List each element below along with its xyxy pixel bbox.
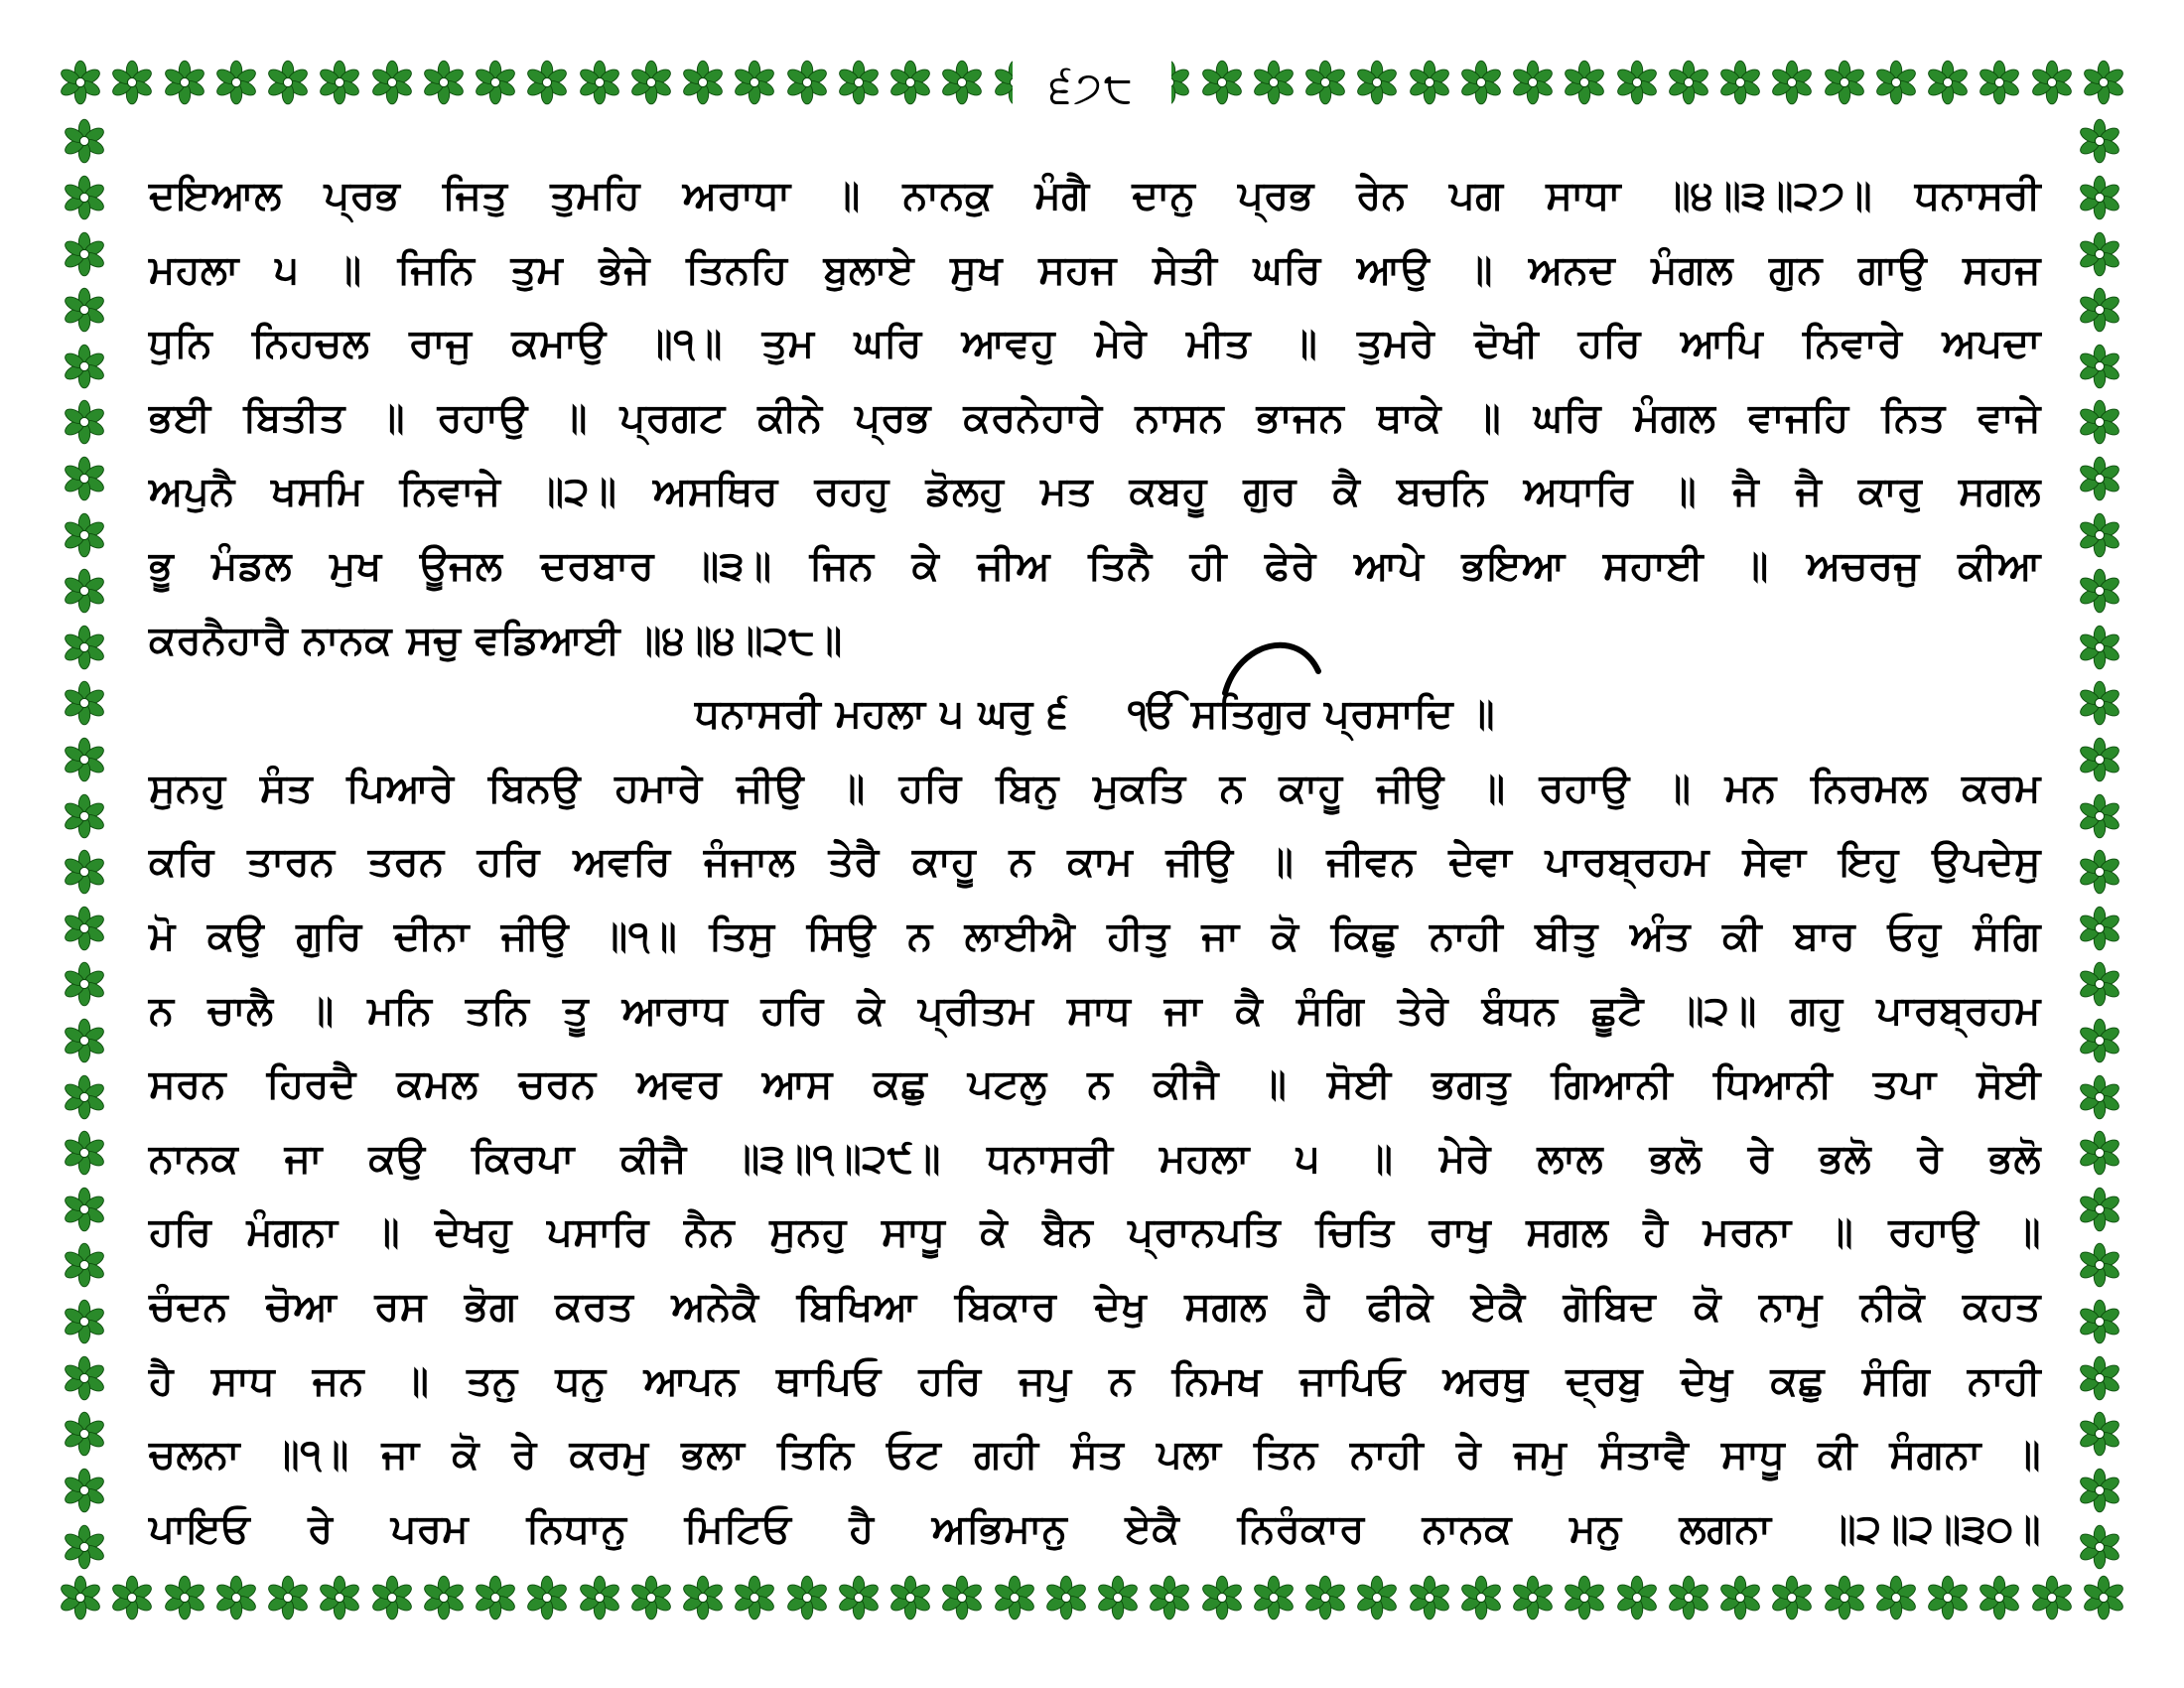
flower-ornament-icon [265,60,311,105]
flower-ornament-icon [62,118,107,164]
flower-ornament-icon [58,60,103,105]
flower-ornament-icon [2077,961,2122,1007]
flower-ornament-icon [577,60,622,105]
floral-border-left [58,113,111,1575]
flower-ornament-icon [1614,1575,1660,1620]
flower-ornament-icon [1302,60,1348,105]
flower-ornament-icon [784,60,830,105]
flower-ornament-icon [680,1575,726,1620]
flower-ornament-icon [62,793,107,839]
flower-ornament-icon [109,60,155,105]
flower-ornament-icon [524,60,570,105]
flower-ornament-icon [2077,399,2122,445]
flower-ornament-icon [2077,680,2122,726]
verse-line-19: ਪਾਇਓ ਰੇ ਪਰਮ ਨਿਧਾਨੁ ਮਿਟਿਓ ਹੈ ਅਭਿਮਾਨੁ ਏਕੈ ਨਿਰੰਕਾਰ ਨਾਨਕ ਮਨੁ ਲਗਨਾ ॥੨॥੨॥੩੦॥ [149,1505,2041,1552]
verse-line-18: ਚਲਨਾ ॥੧॥ ਜਾ ਕੋ ਰੇ ਕਰਮੁ ਭਲਾ ਤਿਨਿ ਓਟ ਗਹੀ ਸੰਤ ਪਲਾ ਤਿਨ ਨਾਹੀ ਰੇ ਜਮੁ ਸੰਤਾਵੈ ਸਾਧੂ ਕੀ ਸੰਗਨਾ ॥ [149,1432,2041,1478]
flower-ornament-icon [2077,1074,2122,1120]
flower-ornament-icon [162,1575,207,1620]
flower-ornament-icon [887,1575,933,1620]
flower-ornament-icon [577,1575,622,1620]
flower-ornament-icon [473,60,518,105]
flower-ornament-icon [1873,60,1919,105]
flower-ornament-icon [265,1575,311,1620]
flower-ornament-icon [836,1575,882,1620]
flower-ornament-icon [62,399,107,445]
floral-border-bottom [58,1575,2126,1628]
flower-ornament-icon [62,961,107,1007]
flower-ornament-icon [2077,175,2122,220]
flower-ornament-icon [2077,568,2122,614]
flower-ornament-icon [1510,60,1556,105]
flower-ornament-icon [2077,456,2122,501]
flower-ornament-icon [628,60,674,105]
flower-ornament-icon [62,231,107,277]
page-number-container [1013,56,1171,119]
flower-ornament-icon [1510,1575,1556,1620]
flower-ornament-icon [1199,60,1245,105]
flower-ornament-icon [2077,1355,2122,1401]
flower-ornament-icon [62,1468,107,1513]
verse-line-1: ਦਇਆਲ ਪ੍ਰਭ ਜਿਤੁ ਤੁਮਹਿ ਅਰਾਧਾ ॥ ਨਾਨਕੁ ਮੰਗੈ ਦਾਨੁ ਪ੍ਰਭ ਰੇਨ ਪਗ ਸਾਧਾ ॥੪॥੩॥੨੭॥ ਧਨਾਸਰੀ [149,173,2041,218]
flower-ornament-icon [2029,1575,2075,1620]
flower-ornament-icon [421,60,467,105]
flower-ornament-icon [2077,793,2122,839]
verse-line-10: ਕਰਿ ਤਾਰਨ ਤਰਨ ਹਰਿ ਅਵਰਿ ਜੰਜਾਲ ਤੇਰੈ ਕਾਹੂ ਨ ਕਾਮ ਜੀਉ ॥ ਜੀਵਨ ਦੇਵਾ ਪਾਰਬ੍ਰਹਮ ਸੇਵਾ ਇਹੁ ਉਪਦੇਸੁ [149,839,2041,886]
flower-ornament-icon [2077,512,2122,558]
verse-line-2: ਮਹਲਾ ੫ ॥ ਜਿਨਿ ਤੁਮ ਭੇਜੇ ਤਿਨਹਿ ਬੁਲਾਏ ਸੁਖ ਸਹਜ ਸੇਤੀ ਘਰਿ ਆਉ ॥ ਅਨਦ ਮੰਗਲ ਗੁਨ ਗਾਉ ਸਹਜ [149,246,2041,293]
flower-ornament-icon [1199,1575,1245,1620]
page-number: ੬੭੮ [1049,62,1135,113]
heading-raag: ਧਨਾਸਰੀ ਮਹਲਾ ੫ ਘਰੁ ੬ [695,691,1069,738]
flower-ornament-icon [58,1575,103,1620]
flower-ornament-icon [1302,1575,1348,1620]
flower-ornament-icon [1562,1575,1607,1620]
flower-ornament-icon [62,456,107,501]
flower-ornament-icon [62,906,107,951]
verse-line-15: ਹਰਿ ਮੰਗਨਾ ॥ ਦੇਖਹੁ ਪਸਾਰਿ ਨੈਨ ਸੁਨਹੁ ਸਾਧੂ ਕੇ ਬੈਨ ਪ੍ਰਾਨਪਤਿ ਚਿਤਿ ਰਾਖੁ ਸਗਲ ਹੈ ਮਰਨਾ ॥ ਰਹਾਉ ॥ [149,1209,2041,1256]
flower-ornament-icon [162,60,207,105]
flower-ornament-icon [2077,231,2122,277]
flower-ornament-icon [2077,906,2122,951]
flower-ornament-icon [732,1575,777,1620]
flower-ornament-icon [62,1074,107,1120]
flower-ornament-icon [62,344,107,389]
flower-ornament-icon [1769,60,1815,105]
flower-ornament-icon [836,60,882,105]
verse-line-12: ਨ ਚਾਲੈ ॥ ਮਨਿ ਤਨਿ ਤੂ ਆਰਾਧ ਹਰਿ ਕੇ ਪ੍ਰੀਤਮ ਸਾਧ ਜਾ ਕੈ ਸੰਗਿ ਤੇਰੇ ਬੰਧਨ ਛੂਟੈ ॥੨॥ ਗਹੁ ਪਾਰਬ੍ਰਹਮ [149,987,2041,1034]
flower-ornament-icon [524,1575,570,1620]
flower-ornament-icon [62,1242,107,1288]
flower-ornament-icon [62,849,107,895]
flower-ornament-icon [2081,1575,2126,1620]
flower-ornament-icon [317,60,362,105]
flower-ornament-icon [732,60,777,105]
flower-ornament-icon [1666,1575,1711,1620]
flower-ornament-icon [1043,1575,1089,1620]
flower-ornament-icon [1614,60,1660,105]
flower-ornament-icon [1769,1575,1815,1620]
flower-ornament-icon [1717,1575,1763,1620]
flower-ornament-icon [1977,1575,2022,1620]
flower-ornament-icon [992,1575,1037,1620]
verse-line-7: ਕਰਨੈਹਾਰੈ ਨਾਨਕ ਸਚੁ ਵਡਿਆਈ ॥੪॥੪॥੨੮॥ [149,617,843,663]
verse-line-5: ਅਪੁਨੈ ਖਸਮਿ ਨਿਵਾਜੇ ॥੨॥ ਅਸਥਿਰ ਰਹਹੁ ਡੋਲਹੁ ਮਤ ਕਬਹੂ ਗੁਰ ਕੈ ਬਚਨਿ ਅਧਾਰਿ ॥ ਜੈ ਜੈ ਕਾਰੁ ਸਗਲ [149,469,2041,515]
flower-ornament-icon [1251,1575,1297,1620]
flower-ornament-icon [62,737,107,782]
flower-ornament-icon [939,60,985,105]
verse-line-6: ਭੂ ਮੰਡਲ ਮੁਖ ਊਜਲ ਦਰਬਾਰ ॥੩॥ ਜਿਨ ਕੇ ਜੀਅ ਤਿਨੈ ਹੀ ਫੇਰੇ ਆਪੇ ਭਇਆ ਸਹਾਈ ॥ ਅਚਰਜੁ ਕੀਆ [149,542,2041,589]
flower-ornament-icon [1407,60,1452,105]
flower-ornament-icon [213,60,259,105]
verse-line-16: ਚੰਦਨ ਚੋਆ ਰਸ ਭੋਗ ਕਰਤ ਅਨੇਕੈ ਬਿਖਿਆ ਬਿਕਾਰ ਦੇਖੁ ਸਗਲ ਹੈ ਫੀਕੇ ਏਕੈ ਗੋਬਿਦ ਕੋ ਨਾਮੁ ਨੀਕੋ ਕਹਤ [149,1283,2041,1330]
verse-line-14: ਨਾਨਕ ਜਾ ਕਉ ਕਿਰਪਾ ਕੀਜੈ ॥੩॥੧॥੨੯॥ ਧਨਾਸਰੀ ਮਹਲਾ ੫ ॥ ਮੇਰੇ ਲਾਲ ਭਲੋ ਰੇ ਭਲੋ ਰੇ ਭਲੋ [149,1135,2041,1182]
flower-ornament-icon [1251,60,1297,105]
flower-ornament-icon [2077,1130,2122,1176]
flower-ornament-icon [1147,1575,1192,1620]
verse-line-13: ਸਰਨ ਹਿਰਦੈ ਕਮਲ ਚਰਨ ਅਵਰ ਆਸ ਕਛੁ ਪਟਲੁ ਨ ਕੀਜੈ ॥ ਸੋਈ ਭਗਤੁ ਗਿਆਨੀ ਧਿਆਨੀ ਤਪਾ ਸੋਈ [149,1061,2041,1108]
flower-ornament-icon [2077,849,2122,895]
flower-ornament-icon [2077,737,2122,782]
flower-ornament-icon [62,680,107,726]
flower-ornament-icon [62,512,107,558]
flower-ornament-icon [939,1575,985,1620]
flower-ornament-icon [2077,1299,2122,1344]
flower-ornament-icon [2077,1187,2122,1232]
floral-border-right [2073,113,2126,1575]
flower-ornament-icon [1925,1575,1971,1620]
flower-ornament-icon [680,60,726,105]
flower-ornament-icon [628,1575,674,1620]
flower-ornament-icon [213,1575,259,1620]
flower-ornament-icon [369,60,415,105]
flower-ornament-icon [1822,1575,1867,1620]
flower-ornament-icon [62,568,107,614]
flower-ornament-icon [2081,60,2126,105]
flower-ornament-icon [62,1018,107,1063]
flower-ornament-icon [2077,1411,2122,1457]
flower-ornament-icon [887,60,933,105]
verse-line-11: ਮੋ ਕਉ ਗੁਰਿ ਦੀਨਾ ਜੀਉ ॥੧॥ ਤਿਸੁ ਸਿਉ ਨ ਲਾਈਐ ਹੀਤੁ ਜਾ ਕੋ ਕਿਛੁ ਨਾਹੀ ਬੀਤੁ ਅੰਤ ਕੀ ਬਾਰ ਓਹੁ ਸੰਗਿ [149,913,2041,959]
ik-onkar-arc-icon [1219,632,1328,701]
flower-ornament-icon [1666,60,1711,105]
flower-ornament-icon [1354,60,1400,105]
flower-ornament-icon [2077,344,2122,389]
flower-ornament-icon [1458,60,1504,105]
flower-ornament-icon [1407,1575,1452,1620]
flower-ornament-icon [1717,60,1763,105]
verse-line-3: ਧੁਨਿ ਨਿਹਚਲ ਰਾਜੁ ਕਮਾਉ ॥੧॥ ਤੁਮ ਘਰਿ ਆਵਹੁ ਮੇਰੇ ਮੀਤ ॥ ਤੁਮਰੇ ਦੋਖੀ ਹਰਿ ਆਪਿ ਨਿਵਾਰੇ ਅਪਦਾ [149,321,2041,367]
flower-ornament-icon [62,1411,107,1457]
flower-ornament-icon [62,175,107,220]
flower-ornament-icon [1562,60,1607,105]
flower-ornament-icon [1354,1575,1400,1620]
flower-ornament-icon [1095,1575,1141,1620]
flower-ornament-icon [109,1575,155,1620]
flower-ornament-icon [62,1355,107,1401]
flower-ornament-icon [2077,287,2122,333]
flower-ornament-icon [317,1575,362,1620]
verse-line-4: ਭਈ ਬਿਤੀਤ ॥ ਰਹਾਉ ॥ ਪ੍ਰਗਟ ਕੀਨੇ ਪ੍ਰਭ ਕਰਨੇਹਾਰੇ ਨਾਸਨ ਭਾਜਨ ਥਾਕੇ ॥ ਘਰਿ ਮੰਗਲ ਵਾਜਹਿ ਨਿਤ ਵਾਜੇ [149,394,2041,441]
verse-line-9: ਸੁਨਹੁ ਸੰਤ ਪਿਆਰੇ ਬਿਨਉ ਹਮਾਰੇ ਜੀਉ ॥ ਹਰਿ ਬਿਨੁ ਮੁਕਤਿ ਨ ਕਾਹੂ ਜੀਉ ॥ ਰਹਾਉ ॥ ਮਨ ਨਿਰਮਲ ਕਰਮ [149,765,2041,811]
flower-ornament-icon [1822,60,1867,105]
verse-text [149,159,2041,1566]
flower-ornament-icon [62,287,107,333]
flower-ornament-icon [2077,625,2122,670]
flower-ornament-icon [421,1575,467,1620]
heading-mool-mantar: ੴ ਸਤਿਗੁਰ ਪ੍ਰਸਾਦਿ ॥ [1128,691,1495,738]
flower-ornament-icon [62,1187,107,1232]
flower-ornament-icon [1458,1575,1504,1620]
flower-ornament-icon [2077,1468,2122,1513]
flower-ornament-icon [2077,1524,2122,1570]
flower-ornament-icon [62,625,107,670]
flower-ornament-icon [62,1130,107,1176]
flower-ornament-icon [784,1575,830,1620]
shabad-heading [149,677,2041,752]
flower-ornament-icon [2029,60,2075,105]
flower-ornament-icon [1925,60,1971,105]
flower-ornament-icon [62,1524,107,1570]
flower-ornament-icon [1873,1575,1919,1620]
flower-ornament-icon [62,1299,107,1344]
flower-ornament-icon [473,1575,518,1620]
verse-line-17: ਹੈ ਸਾਧ ਜਨ ॥ ਤਨੁ ਧਨੁ ਆਪਨ ਥਾਪਿਓ ਹਰਿ ਜਪੁ ਨ ਨਿਮਖ ਜਾਪਿਓ ਅਰਥੁ ਦ੍ਰਬੁ ਦੇਖੁ ਕਛੁ ਸੰਗਿ ਨਾਹੀ [149,1357,2041,1404]
flower-ornament-icon [2077,1242,2122,1288]
flower-ornament-icon [2077,118,2122,164]
flower-ornament-icon [369,1575,415,1620]
flower-ornament-icon [1977,60,2022,105]
flower-ornament-icon [2077,1018,2122,1063]
